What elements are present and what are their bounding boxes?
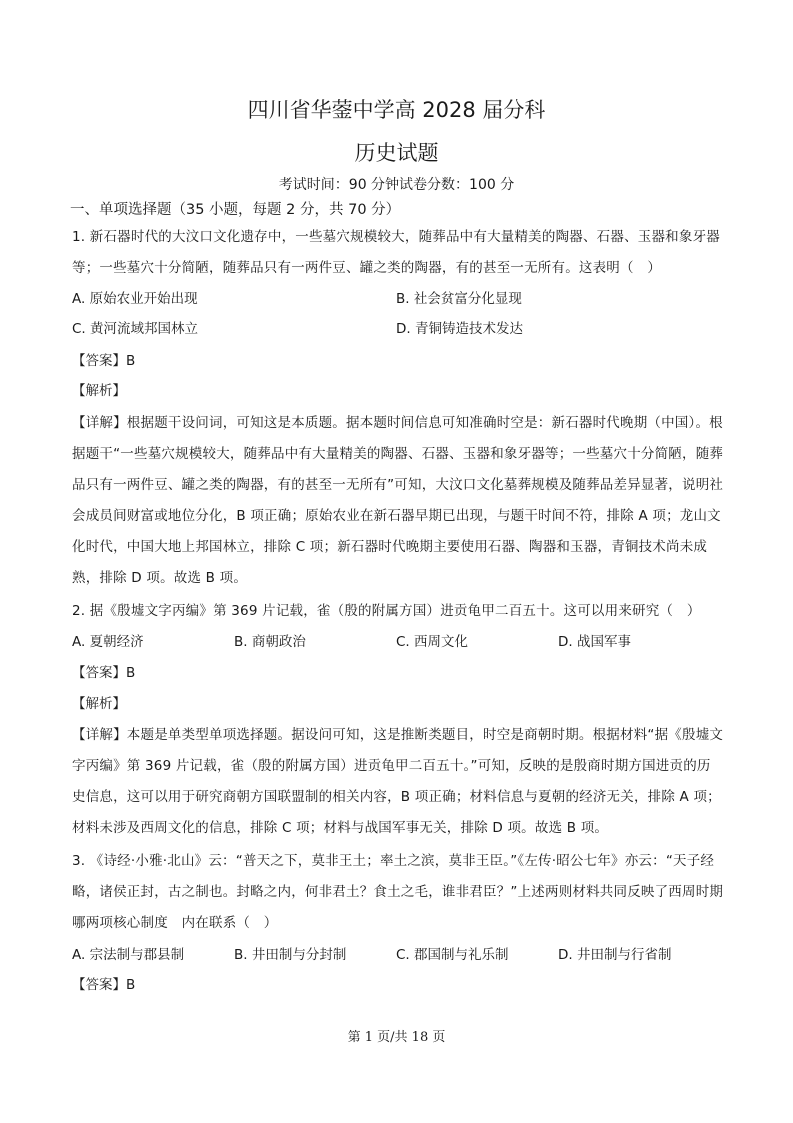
question-2-analysis-label: 【解析】 [72,696,126,712]
question-3-options-row [72,940,724,971]
question-2-option-d: D. 战国军事 [558,634,631,650]
question-3-option-c: C. 郡国制与礼乐制 [396,947,509,963]
question-1-option-d: D. 青铜铸造技术发达 [396,321,523,337]
exam-meta: 考试时间：90 分钟试卷分数：100 分 [278,177,515,193]
question-1-options-row-2 [72,314,724,345]
question-2-detail: 【详解】本题是单类型单项选择题。据设问可知，这是推断类题目，时空是商朝时期。根据材料“据《殷墟文字丙编》第 369 片记载，雀（殷的附属方国）进贡龟甲二百五十。”可知，反映的是殷商时期方国进贡的历史信息，这可以用于研究商朝方国联盟制的相关内容，B 项正确；材料信息与夏朝的经济无关，排除 A 项；材料未涉及西周文化的信息，排除 C 项；材料与战国军事无关，排除 D 项。故选 B 项。 [72,727,724,836]
question-3-option-a: A. 宗法制与郡县制 [72,947,185,963]
exam-title: 四川省华蓥中学高 2028 届分科 [247,98,546,122]
exam-subtitle: 历史试题 [354,141,439,165]
question-2-option-c: C. 西周文化 [396,634,469,650]
section-title: 一、单项选择题（35 小题，每题 2 分，共 70 分） [70,202,401,218]
page-footer: 第 1 页/共 18 页 [347,1030,446,1045]
question-1-analysis-label: 【解析】 [72,383,126,399]
question-3-stem: 3. 《诗经·小雅·北山》云：“普天之下，莫非王土；率土之滨，莫非王臣。”《左传·昭公七年》亦云：“天子经略，诸侯正封，古之制也。封略之内，何非君土？食土之毛，谁非君臣？”上述两则材料共同反映了西周时期哪两项核心制度 内在联系（ ） [72,853,724,931]
question-1-option-a: A. 原始农业开始出现 [72,291,198,307]
question-2-option-b: B. 商朝政治 [234,634,306,650]
question-1-detail: 【详解】根据题干设问词，可知这是本质题。据本题时间信息可知准确时空是：新石器时代晚期（中国）。根据题干“一些墓穴规模较大，随葬品中有大量精美的陶器、石器、玉器和象牙器等；一些墓穴十分简陋，随葬品只有一两件豆、罐之类的陶器，有的甚至一无所有”可知，大汶口文化墓葬规模及随葬品差异显著，说明社会成员间财富或地位分化，B 项正确；原始农业在新石器早期已出现，与题干时间不符，排除 A 项；龙山文化时代，中国大地上邦国林立，排除 C 项；新石器时代晚期主要使用石器、陶器和玉器，青铜技术尚未成熟，排除 D 项。故选 B 项。 [72,415,724,586]
question-3-option-d: D. 井田制与行省制 [558,947,672,963]
question-1-options-row-1 [72,284,724,315]
question-2-stem: 2. 据《殷墟文字丙编》第 369 片记载，雀（殷的附属方国）进贡龟甲二百五十。这可以用来研究（ ） [72,603,701,619]
question-1-stem: 1. 新石器时代的大汶口文化遗存中，一些墓穴规模较大，随葬品中有大量精美的陶器、石器、玉器和象牙器等；一些墓穴十分简陋，随葬品只有一两件豆、罐之类的陶器，有的甚至一无所有。这表明（ ） [72,229,720,276]
question-2-options-row [72,627,724,658]
question-3-option-b: B. 井田制与分封制 [234,947,347,963]
question-1-option-c: C. 黄河流域邦国林立 [72,321,199,337]
question-3-answer: 【答案】B [72,977,136,993]
question-2-option-a: A. 夏朝经济 [72,634,144,650]
question-1-answer: 【答案】B [72,353,136,369]
question-1-option-b: B. 社会贫富分化显现 [396,291,522,307]
question-2-answer: 【答案】B [72,665,136,681]
